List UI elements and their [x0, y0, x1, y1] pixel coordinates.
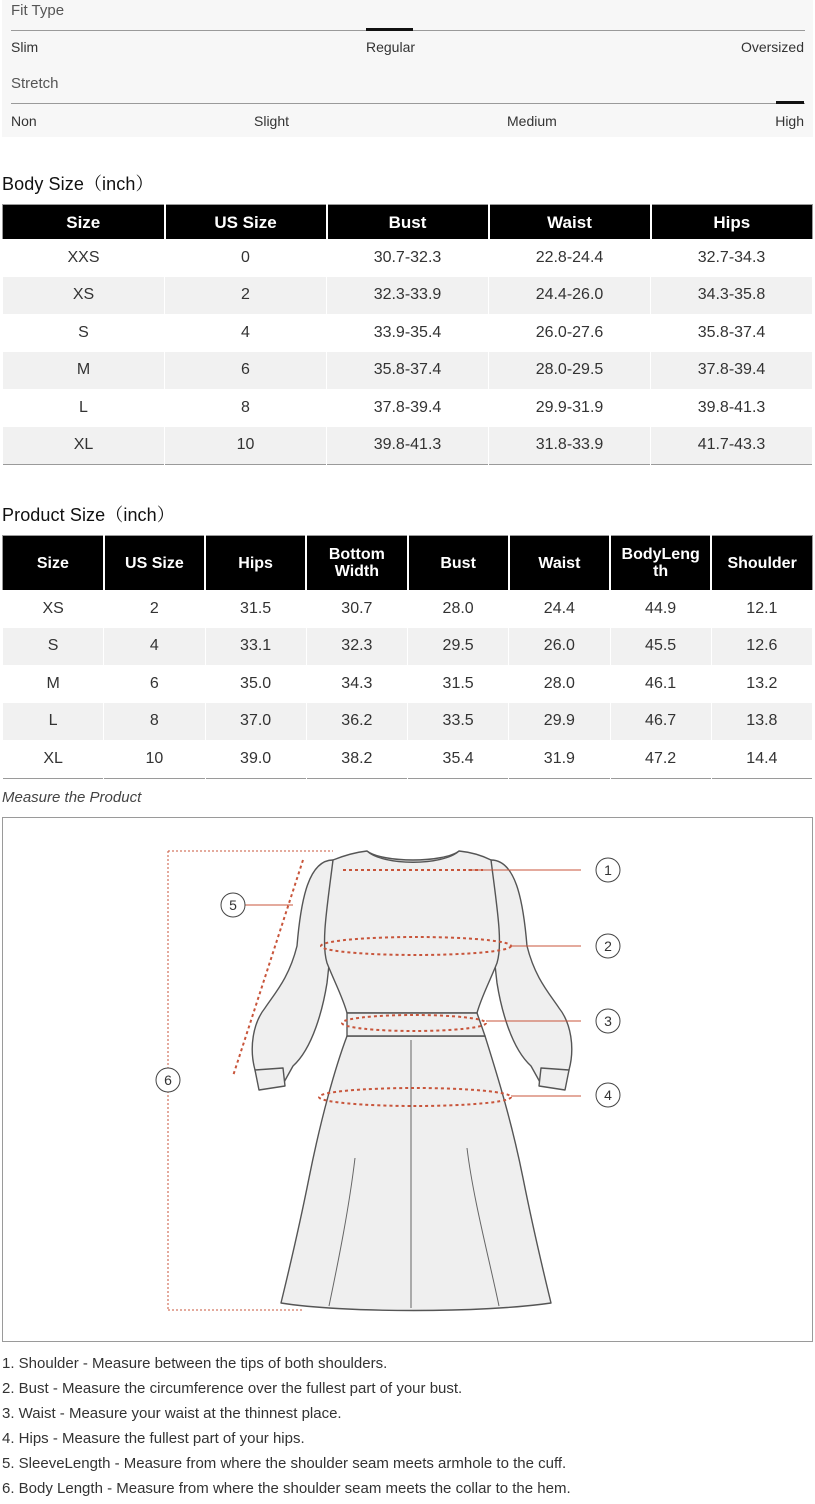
callout-6: 6 — [164, 1072, 172, 1088]
table-row — [3, 389, 813, 427]
cell: XL — [3, 740, 104, 778]
fit-type-label: Fit Type — [11, 2, 65, 19]
cell: 2 — [104, 590, 205, 628]
cell: 29.9-31.9 — [489, 389, 651, 427]
cell: 30.7 — [306, 590, 407, 628]
note-sleeve-length: 5. SleeveLength - Measure from where the shoulder seam meets armhole to the cuff. — [2, 1455, 567, 1472]
cell: 4 — [104, 628, 205, 666]
col-bust: Bust — [327, 205, 489, 240]
col-hips: Hips — [205, 536, 306, 591]
cell: 39.8-41.3 — [327, 427, 489, 465]
cell: 38.2 — [306, 740, 407, 778]
fit-stretch-panel — [2, 0, 813, 137]
cell: 39.0 — [205, 740, 306, 778]
cell: 28.0 — [408, 590, 509, 628]
stretch-option-medium: Medium — [507, 113, 557, 129]
cell: 26.0-27.6 — [489, 314, 651, 352]
cell: 10 — [165, 427, 327, 465]
right-sleeve — [490, 860, 571, 1086]
cell: 13.8 — [711, 703, 812, 741]
cell: 4 — [165, 314, 327, 352]
stretch-label: Stretch — [11, 75, 59, 92]
skirt — [281, 1036, 551, 1311]
col-hips: Hips — [651, 205, 813, 240]
cell: 22.8-24.4 — [489, 239, 651, 277]
cell: 6 — [165, 352, 327, 390]
table-row — [3, 277, 813, 315]
callout-2: 2 — [604, 938, 612, 954]
fit-option-slim: Slim — [11, 39, 39, 55]
cell: S — [3, 314, 165, 352]
cell: 36.2 — [306, 703, 407, 741]
table-row — [3, 239, 813, 277]
callout-3: 3 — [604, 1013, 612, 1029]
cell: 13.2 — [711, 665, 812, 703]
stretch-option-high: High — [775, 113, 804, 129]
cell: 31.8-33.9 — [489, 427, 651, 465]
bodice — [325, 851, 500, 1013]
cell: 31.5 — [205, 590, 306, 628]
cell: XL — [3, 427, 165, 465]
cell: XXS — [3, 239, 165, 277]
cell: 33.5 — [408, 703, 509, 741]
dress-illustration — [3, 818, 812, 1341]
table-row — [3, 352, 813, 390]
col-bodylength: BodyLength — [610, 536, 711, 591]
cell: 33.9-35.4 — [327, 314, 489, 352]
note-body-length: 6. Body Length - Measure from where the shoulder seam meets the collar to the hem. — [2, 1480, 571, 1497]
col-size: Size — [3, 205, 165, 240]
cell: 35.8-37.4 — [327, 352, 489, 390]
cell: 30.7-32.3 — [327, 239, 489, 277]
cell: 35.4 — [408, 740, 509, 778]
measurement-notes — [2, 1354, 571, 1504]
product-size-table — [2, 535, 813, 779]
body-size-title: Body Size（inch） — [2, 174, 154, 194]
cell: 24.4 — [509, 590, 610, 628]
cell: 46.7 — [610, 703, 711, 741]
col-shoulder: Shoulder — [711, 536, 812, 591]
cell: 34.3-35.8 — [651, 277, 813, 315]
cell: M — [3, 352, 165, 390]
cell: 47.2 — [610, 740, 711, 778]
col-waist: Waist — [509, 536, 610, 591]
cell: 14.4 — [711, 740, 812, 778]
body-size-table — [2, 204, 813, 465]
cell: 6 — [104, 665, 205, 703]
callout-1: 1 — [604, 862, 612, 878]
right-cuff — [539, 1068, 569, 1090]
stretch-option-slight: Slight — [254, 113, 290, 129]
measurement-diagram — [2, 817, 813, 1342]
cell: L — [3, 703, 104, 741]
left-sleeve — [252, 860, 333, 1086]
cell: 24.4-26.0 — [489, 277, 651, 315]
cell: 37.8-39.4 — [651, 352, 813, 390]
left-cuff — [255, 1068, 285, 1090]
col-us-size: US Size — [104, 536, 205, 591]
fit-option-regular: Regular — [366, 39, 416, 55]
cell: XS — [3, 277, 165, 315]
cell: 29.9 — [509, 703, 610, 741]
col-us-size: US Size — [165, 205, 327, 240]
note-waist: 3. Waist - Measure your waist at the thinnest place. — [2, 1405, 342, 1422]
cell: M — [3, 665, 104, 703]
table-header-row — [3, 205, 813, 240]
cell: 37.8-39.4 — [327, 389, 489, 427]
callout-5: 5 — [229, 897, 237, 913]
cell: 31.9 — [509, 740, 610, 778]
cell: 35.0 — [205, 665, 306, 703]
cell: 46.1 — [610, 665, 711, 703]
cell: 8 — [104, 703, 205, 741]
cell: 26.0 — [509, 628, 610, 666]
col-bust: Bust — [408, 536, 509, 591]
table-row — [3, 628, 813, 666]
table-header-row — [3, 536, 813, 591]
cell: 32.3 — [306, 628, 407, 666]
cell: 28.0-29.5 — [489, 352, 651, 390]
cell: 2 — [165, 277, 327, 315]
table-row — [3, 427, 813, 465]
table-row — [3, 590, 813, 628]
col-bottom-width: Bottom Width — [306, 536, 407, 591]
product-size-title: Product Size（inch） — [2, 505, 175, 525]
fit-type-marker — [366, 28, 413, 31]
cell: 35.8-37.4 — [651, 314, 813, 352]
cell: L — [3, 389, 165, 427]
table-row — [3, 740, 813, 778]
table-row — [3, 314, 813, 352]
note-bust: 2. Bust - Measure the circumference over the fullest part of your bust. — [2, 1380, 463, 1397]
table-row — [3, 665, 813, 703]
cell: 31.5 — [408, 665, 509, 703]
cell: 8 — [165, 389, 327, 427]
stretch-scale — [11, 103, 805, 104]
cell: 32.7-34.3 — [651, 239, 813, 277]
callout-4: 4 — [604, 1087, 612, 1103]
measure-caption: Measure the Product — [2, 789, 142, 806]
cell: 39.8-41.3 — [651, 389, 813, 427]
note-hips: 4. Hips - Measure the fullest part of your hips. — [2, 1430, 305, 1447]
cell: 0 — [165, 239, 327, 277]
cell: 12.6 — [711, 628, 812, 666]
cell: 10 — [104, 740, 205, 778]
cell: 29.5 — [408, 628, 509, 666]
cell: 34.3 — [306, 665, 407, 703]
cell: 33.1 — [205, 628, 306, 666]
cell: 37.0 — [205, 703, 306, 741]
col-size: Size — [3, 536, 104, 591]
cell: 28.0 — [509, 665, 610, 703]
cell: 44.9 — [610, 590, 711, 628]
cell: 45.5 — [610, 628, 711, 666]
note-shoulder: 1. Shoulder - Measure between the tips of both shoulders. — [2, 1355, 388, 1372]
stretch-option-non: Non — [11, 113, 37, 129]
cell: XS — [3, 590, 104, 628]
cell: 32.3-33.9 — [327, 277, 489, 315]
table-row — [3, 703, 813, 741]
cell: 41.7-43.3 — [651, 427, 813, 465]
stretch-marker — [776, 101, 804, 104]
cell: S — [3, 628, 104, 666]
fit-option-oversized: Oversized — [740, 39, 804, 55]
cell: 12.1 — [711, 590, 812, 628]
col-waist: Waist — [489, 205, 651, 240]
